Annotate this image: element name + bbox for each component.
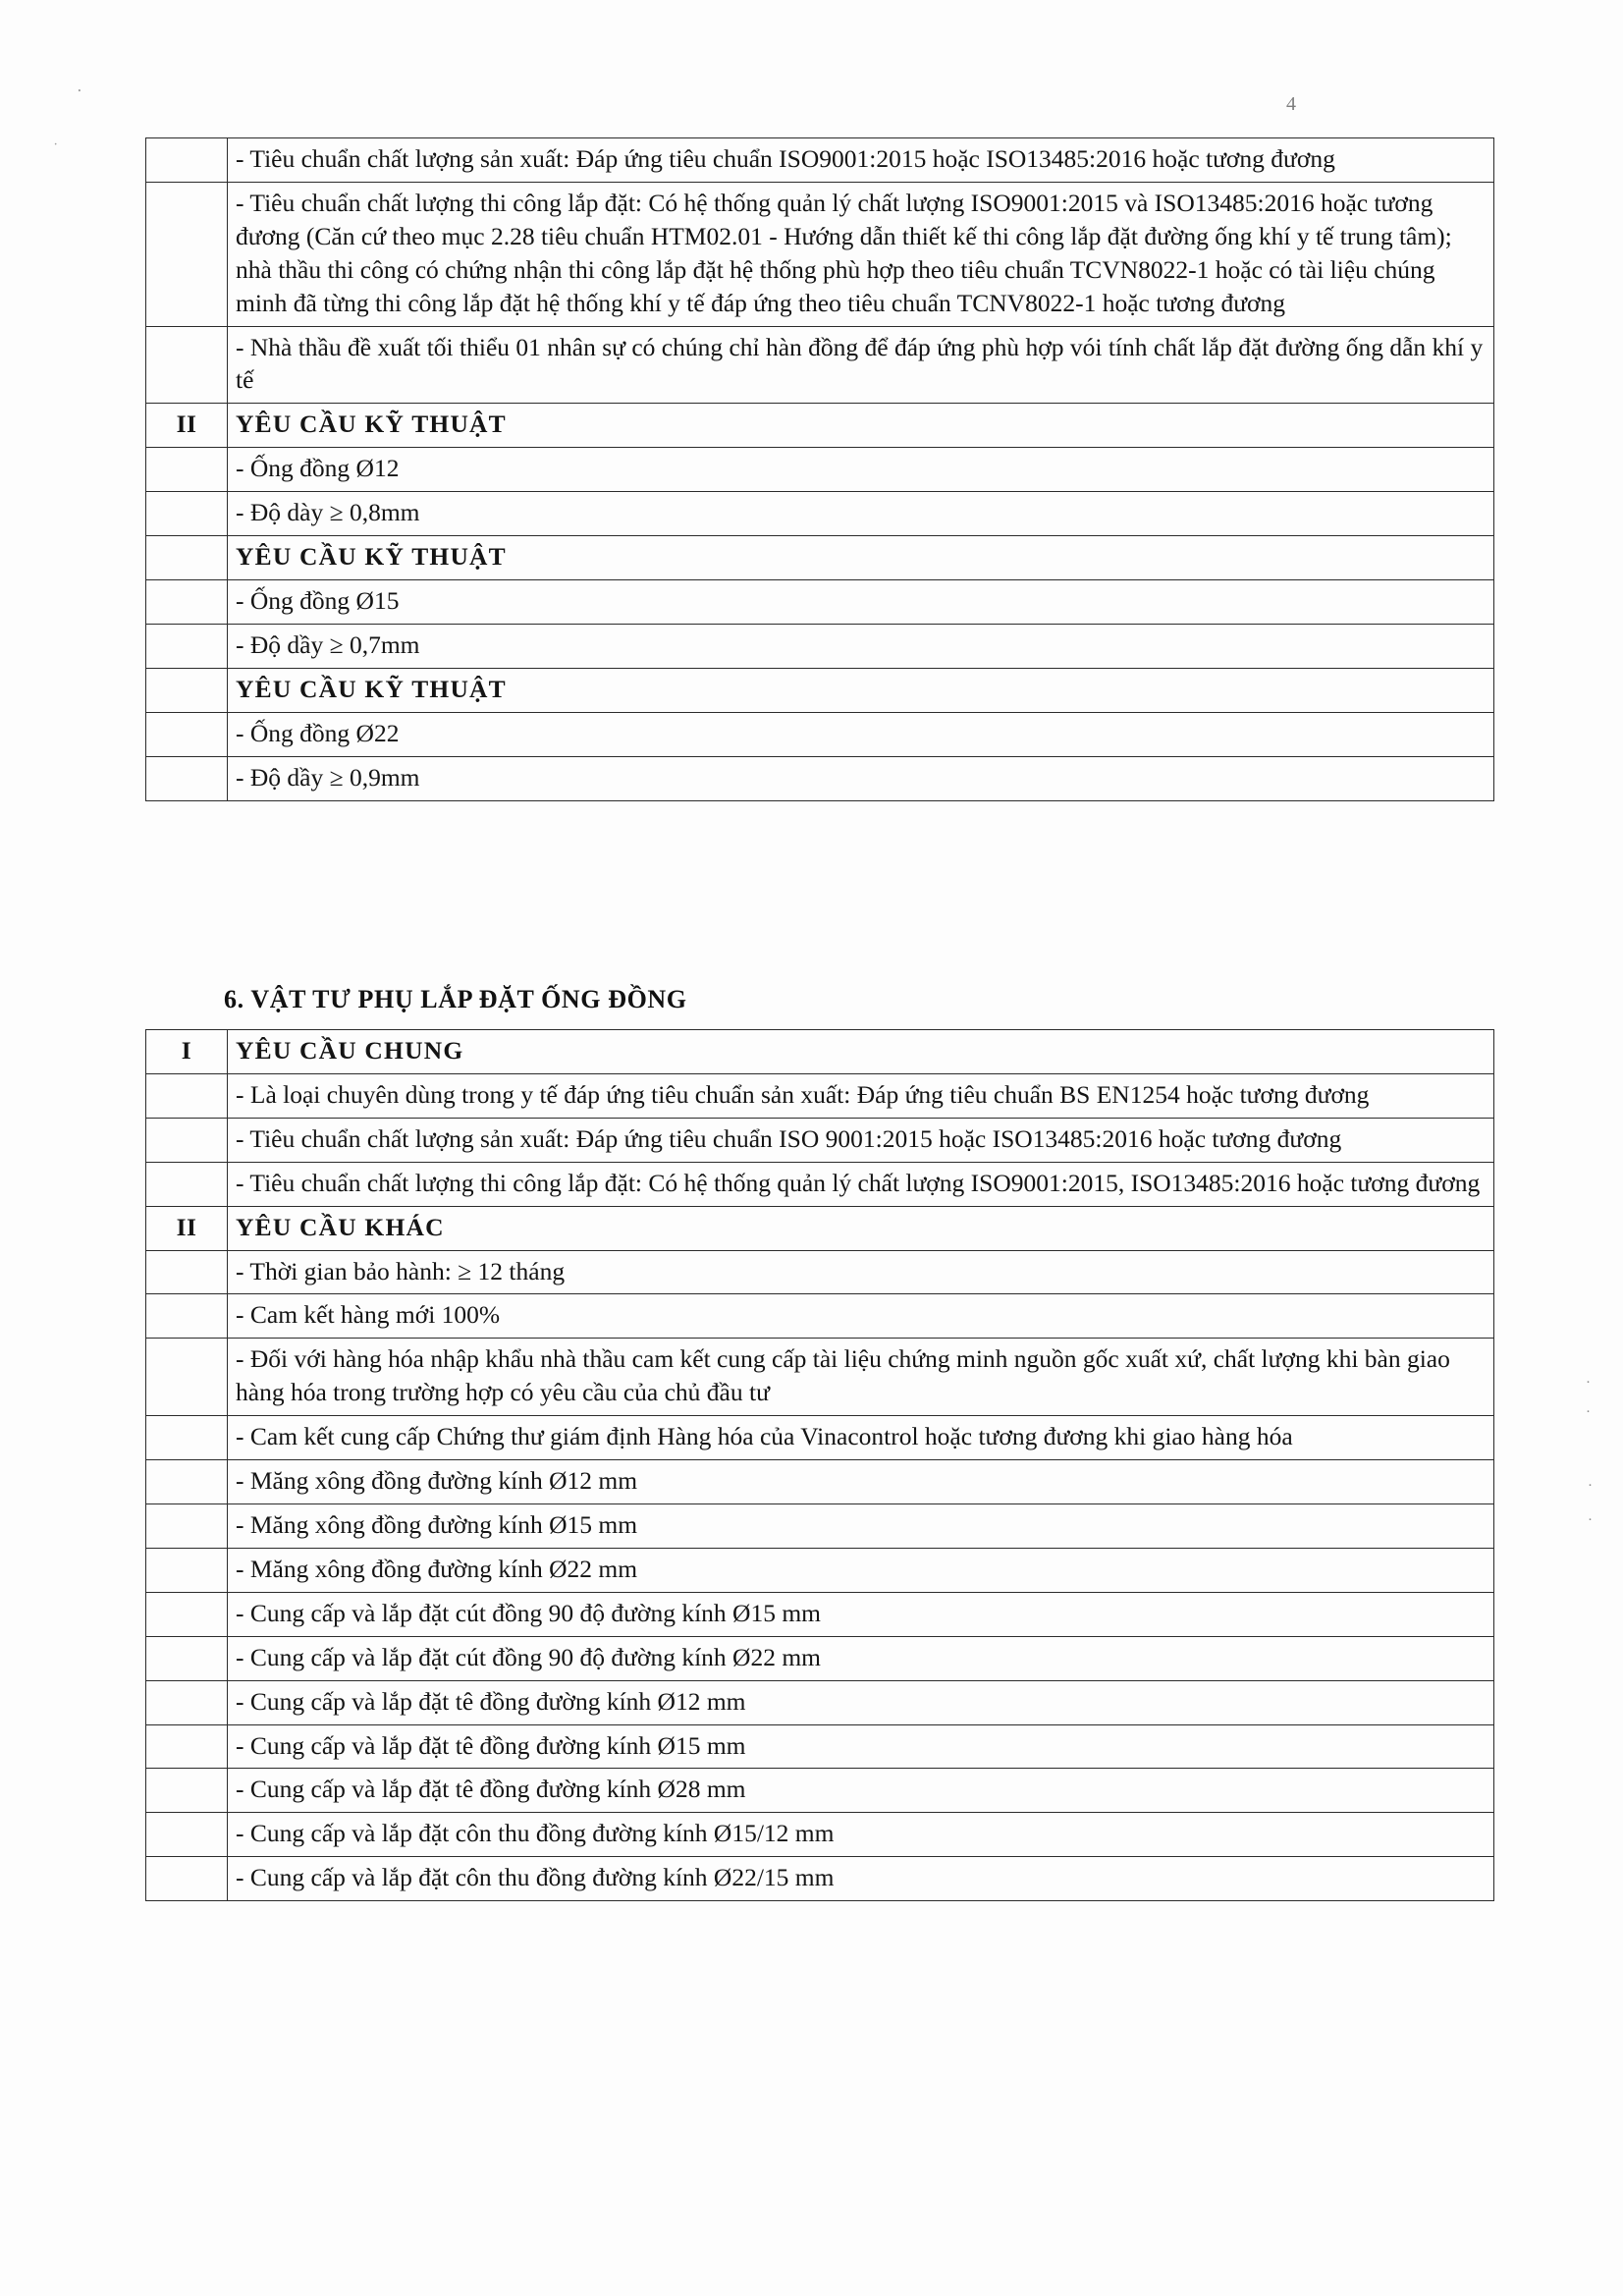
row-index-cell: [146, 536, 228, 580]
scan-speckle-icon: ·: [1586, 1375, 1591, 1391]
table-row: [146, 1030, 1494, 1074]
row-text-cell: - Cam kết hàng mới 100%: [228, 1294, 1494, 1339]
row-text-cell: - Cung cấp và lắp đặt côn thu đồng đường kính Ø22/15 mm: [228, 1857, 1494, 1901]
row-text-cell: - Độ dầy ≥ 0,9mm: [228, 756, 1494, 800]
table-row: [146, 1636, 1494, 1680]
table-row: [146, 756, 1494, 800]
row-text-cell: - Thời gian bảo hành: ≥ 12 tháng: [228, 1250, 1494, 1294]
table-body: [146, 138, 1494, 801]
table-row: [146, 1460, 1494, 1504]
row-text-cell: - Cung cấp và lắp đặt tê đồng đường kính Ø15 mm: [228, 1724, 1494, 1769]
table-body: [146, 1030, 1494, 1901]
row-text-cell: - Cung cấp và lắp đặt tê đồng đường kính Ø28 mm: [228, 1769, 1494, 1813]
table-row: [146, 579, 1494, 624]
row-text-cell: - Ống đồng Ø15: [228, 579, 1494, 624]
table-row: [146, 448, 1494, 492]
table-row: [146, 404, 1494, 448]
table-row: [146, 1162, 1494, 1206]
row-index-cell: [146, 579, 228, 624]
section-header-cell: YÊU CẦU CHUNG: [228, 1030, 1494, 1074]
row-index-cell: [146, 1680, 228, 1724]
row-index-cell: [146, 1250, 228, 1294]
row-index-cell: [146, 1769, 228, 1813]
row-index-cell: [146, 712, 228, 756]
table-row: [146, 1592, 1494, 1636]
section-header-cell: YÊU CẦU KHÁC: [228, 1206, 1494, 1250]
row-index-cell: [146, 1857, 228, 1901]
table-row: [146, 1250, 1494, 1294]
row-index-cell: [146, 1503, 228, 1548]
table-row: [146, 138, 1494, 183]
scan-speckle-icon: ·: [73, 80, 85, 101]
section-header-cell: YÊU CẦU KỸ THUẬT: [228, 668, 1494, 712]
table-row: [146, 1857, 1494, 1901]
row-index-cell: [146, 1592, 228, 1636]
row-index-cell: II: [146, 1206, 228, 1250]
section-header-cell: YÊU CẦU KỸ THUẬT: [228, 404, 1494, 448]
row-index-cell: [146, 1294, 228, 1339]
table-row: [146, 712, 1494, 756]
table-row: [146, 1206, 1494, 1250]
row-text-cell: - Cung cấp và lắp đặt cút đồng 90 độ đường kính Ø22 mm: [228, 1636, 1494, 1680]
row-text-cell: - Tiêu chuẩn chất lượng thi công lắp đặt: Có hệ thống quản lý chất lượng ISO9001:2015 và ISO13485:2016 hoặc tương đương (Căn cứ theo mục 2.28 tiêu chuẩn HTM02.01 - Hướng dẫn thiết kế thi công lắp đặt đường ống khí y tế trung tâm); nhà thầu thi công có chứng nhận thi công lắp đặt hệ thống phù hợp theo tiêu chuẩn TCVN8022-1 hoặc có tài liệu chúng minh đã từng thi công lắp đặt hệ thống khí y tế đáp ứng theo tiêu chuẩn TCNV8022-1 hoặc tương đương: [228, 182, 1494, 326]
table-row: [146, 182, 1494, 326]
table-row: [146, 1118, 1494, 1162]
row-text-cell: - Cam kết cung cấp Chứng thư giám định Hàng hóa của Vinacontrol hoặc tương đương khi giao hàng hóa: [228, 1416, 1494, 1460]
scan-speckle-icon: ·: [1588, 1478, 1593, 1494]
requirements-table-top: [145, 137, 1494, 801]
table-row: [146, 1724, 1494, 1769]
table-row: [146, 1548, 1494, 1592]
table-row: [146, 326, 1494, 404]
row-index-cell: [146, 1416, 228, 1460]
row-text-cell: - Măng xông đồng đường kính Ø15 mm: [228, 1503, 1494, 1548]
table-row: [146, 1416, 1494, 1460]
table-row: [146, 624, 1494, 668]
row-index-cell: II: [146, 404, 228, 448]
requirements-table-bottom: [145, 1029, 1494, 1901]
row-text-cell: - Cung cấp và lắp đặt tê đồng đường kính Ø12 mm: [228, 1680, 1494, 1724]
row-text-cell: - Là loại chuyên dùng trong y tế đáp ứng tiêu chuẩn sản xuất: Đáp ứng tiêu chuẩn BS EN1254 hoặc tương đương: [228, 1073, 1494, 1118]
table-row: [146, 1294, 1494, 1339]
table-row: [146, 536, 1494, 580]
row-index-cell: [146, 1460, 228, 1504]
row-text-cell: - Cung cấp và lắp đặt côn thu đồng đường kính Ø15/12 mm: [228, 1813, 1494, 1857]
row-text-cell: - Măng xông đồng đường kính Ø22 mm: [228, 1548, 1494, 1592]
page-number-mark: 4: [1286, 93, 1296, 115]
table-row: [146, 1769, 1494, 1813]
row-index-cell: [146, 448, 228, 492]
scan-speckle-icon: ·: [1586, 1404, 1591, 1420]
row-index-cell: [146, 1339, 228, 1416]
row-text-cell: - Măng xông đồng đường kính Ø12 mm: [228, 1460, 1494, 1504]
row-index-cell: [146, 1073, 228, 1118]
row-index-cell: [146, 1636, 228, 1680]
row-index-cell: [146, 1813, 228, 1857]
row-text-cell: - Độ dày ≥ 0,8mm: [228, 492, 1494, 536]
row-text-cell: - Tiêu chuẩn chất lượng thi công lắp đặt: Có hệ thống quản lý chất lượng ISO9001:2015, ISO13485:2016 hoặc tương đương: [228, 1162, 1494, 1206]
table-row: [146, 1813, 1494, 1857]
row-index-cell: [146, 624, 228, 668]
row-text-cell: - Cung cấp và lắp đặt cút đồng 90 độ đường kính Ø15 mm: [228, 1592, 1494, 1636]
table-row: [146, 1680, 1494, 1724]
row-text-cell: - Đối với hàng hóa nhập khẩu nhà thầu cam kết cung cấp tài liệu chứng minh nguồn gốc xuất xứ, chất lượng khi bàn giao hàng hóa trong trường hợp có yêu cầu của chủ đầu tư: [228, 1339, 1494, 1416]
row-index-cell: [146, 138, 228, 183]
row-index-cell: [146, 182, 228, 326]
row-index-cell: [146, 756, 228, 800]
row-index-cell: [146, 1118, 228, 1162]
table-row: [146, 1503, 1494, 1548]
row-text-cell: - Tiêu chuẩn chất lượng sản xuất: Đáp ứng tiêu chuẩn ISO9001:2015 hoặc ISO13485:2016 hoặc tương đương: [228, 138, 1494, 183]
section-header-cell: YÊU CẦU KỸ THUẬT: [228, 536, 1494, 580]
row-index-cell: [146, 1548, 228, 1592]
row-index-cell: [146, 492, 228, 536]
row-index-cell: [146, 326, 228, 404]
row-index-cell: I: [146, 1030, 228, 1074]
row-index-cell: [146, 1162, 228, 1206]
scan-speckle-icon: ·: [50, 137, 62, 153]
row-text-cell: - Ống đồng Ø12: [228, 448, 1494, 492]
table-row: [146, 1073, 1494, 1118]
section-heading: 6. VẬT TƯ PHỤ LẮP ĐẶT ỐNG ĐỒNG: [224, 985, 687, 1013]
row-index-cell: [146, 1724, 228, 1769]
scan-speckle-icon: ·: [1588, 1512, 1593, 1528]
table-row: [146, 492, 1494, 536]
row-text-cell: - Ống đồng Ø22: [228, 712, 1494, 756]
table-row: [146, 668, 1494, 712]
row-text-cell: - Nhà thầu đề xuất tối thiểu 01 nhân sự có chúng chỉ hàn đồng để đáp ứng phù hợp vói tính chất lắp đặt đường ống dẫn khí y tế: [228, 326, 1494, 404]
table-row: [146, 1339, 1494, 1416]
row-text-cell: - Tiêu chuẩn chất lượng sản xuất: Đáp ứng tiêu chuẩn ISO 9001:2015 hoặc ISO13485:2016 hoặc tương đương: [228, 1118, 1494, 1162]
row-text-cell: - Độ dầy ≥ 0,7mm: [228, 624, 1494, 668]
row-index-cell: [146, 668, 228, 712]
